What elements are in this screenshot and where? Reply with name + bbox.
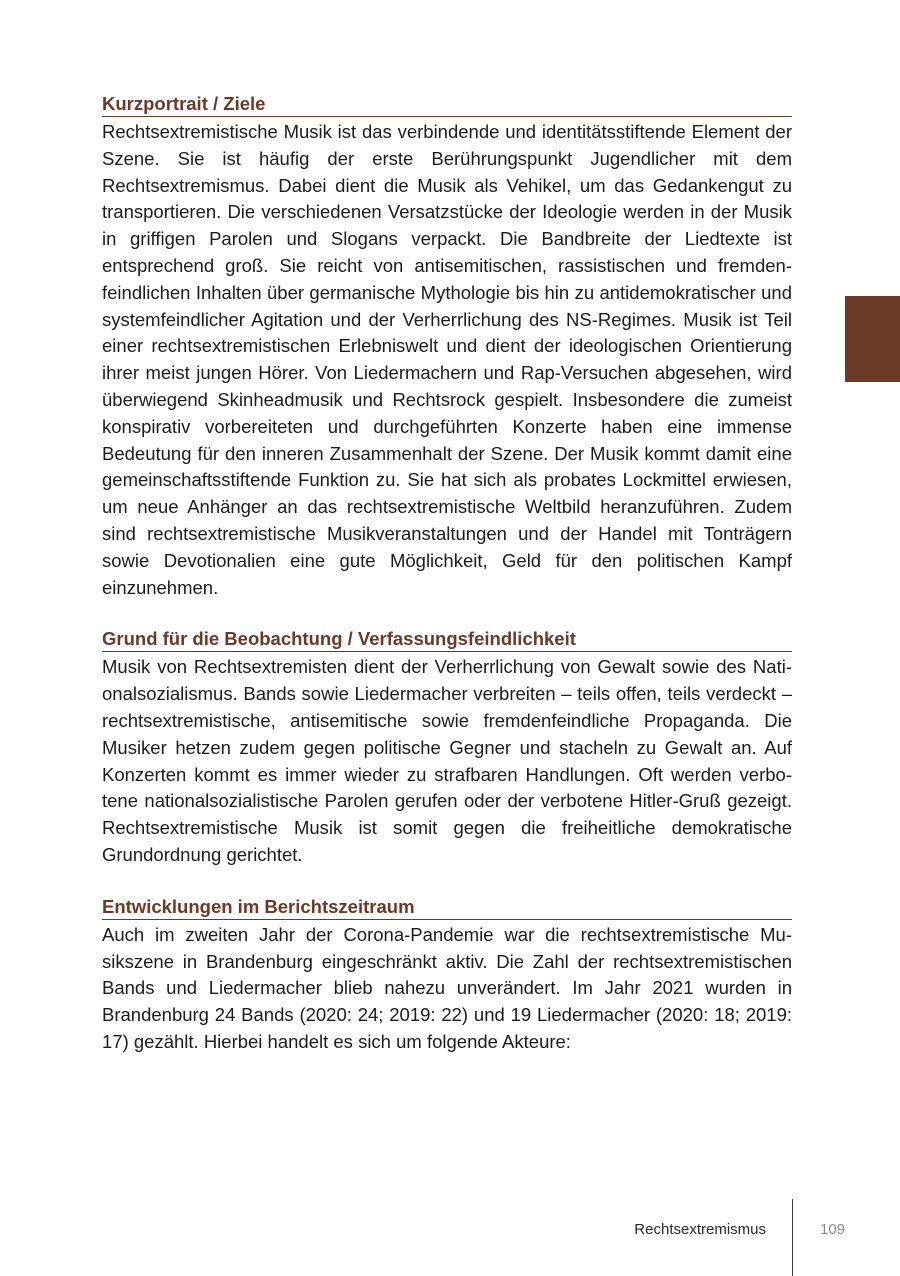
section-paragraph: Musik von Rechtsextremisten dient der Verherrlichung von Gewalt sowie des Nationalsozialismus. Bands sowie Liedermacher verbreiten – teils offen, teils verdeckt – rechtsextremistische, antisemitische sowie fremdenfeindliche Propaganda. Die Musiker hetzen zudem gegen politische Gegner und stacheln zu Gewalt an. Auf Konzerten kommt es immer wieder zu strafbaren Handlungen. Oft werden verbotene nationalsozialistische Parolen gerufen oder der verbotene Hitler-Gruß gezeigt. Rechtsextremistische Musik ist somit gegen die freiheitliche demokratische Grundordnung gerichtet. [102,656,792,865]
chapter-side-tab [845,296,900,382]
page-content [102,92,792,1056]
footer-chapter-label: Rechtsextremismus [634,1221,766,1238]
section-heading: Entwicklungen im Berichtszeitraum [102,895,792,920]
section-entwicklungen [102,895,792,1056]
page-number: 109 [820,1221,846,1238]
section-paragraph: Rechtsextremistische Musik ist das verbindende und identitätsstiftende Element der Szene. Sie ist häufig der erste Berührungspunkt Jugendlicher mit dem Rechtsextremismus. Dabei dient die Musik als Vehikel, um das Gedankengut zu transportieren. Die verschiedenen Versatzstücke der Ideologie werden in der Musik in griffigen Parolen und Slogans verpackt. Die Bandbreite der Liedtexte ist entsprechend groß. Sie reicht von antisemitischen, rassistischen und fremdenfeindlichen Inhalten über germanische Mythologie bis hin zu antidemokratischer und systemfeindlicher Agitation und der Verherrlichung des NS-Regimes. Musik ist Teil einer rechtsextremistischen Erlebniswelt und dient der ideologischen Orientierung ihrer meist jungen Hörer. Von Liedermachern und Rap-Versuchen abgesehen, wird überwiegend Skinheadmusik und Rechtsrock gespielt. Insbesondere die zumeist konspirativ vorbereiteten und durchgeführten Konzerte haben eine immense Bedeutung für den inneren Zusammenhalt der Szene. Der Musik kommt damit eine gemeinschaftsstiftende Funktion zu. Sie hat sich als probates Lockmittel erwiesen, um neue Anhänger an das rechtsextremistische Weltbild heranzuführen. Zudem sind rechtsextremistische Musikveranstaltungen und der Handel mit Tonträgern sowie Devotionalien eine gute Möglichkeit, Geld für den politischen Kampf einzunehmen. [102,121,792,598]
section-heading: Kurzportrait / Ziele [102,92,792,117]
footer-divider [792,1199,793,1276]
section-kurzportrait [102,92,792,601]
section-grund-beobachtung [102,627,792,868]
section-paragraph: Auch im zweiten Jahr der Corona-Pandemie war die rechtsextremistische Musikszene in Brandenburg eingeschränkt aktiv. Die Zahl der rechtsextremistischen Bands und Liedermacher blieb nahezu unverändert. Im Jahr 2021 wurden in Brandenburg 24 Bands (2020: 24; 2019: 22) und 19 Liedermacher (2020: 18; 2019: 17) gezählt. Hierbei handelt es sich um folgende Akteure: [102,923,792,1052]
section-heading: Grund für die Beobachtung / Verfassungsfeindlichkeit [102,627,792,652]
